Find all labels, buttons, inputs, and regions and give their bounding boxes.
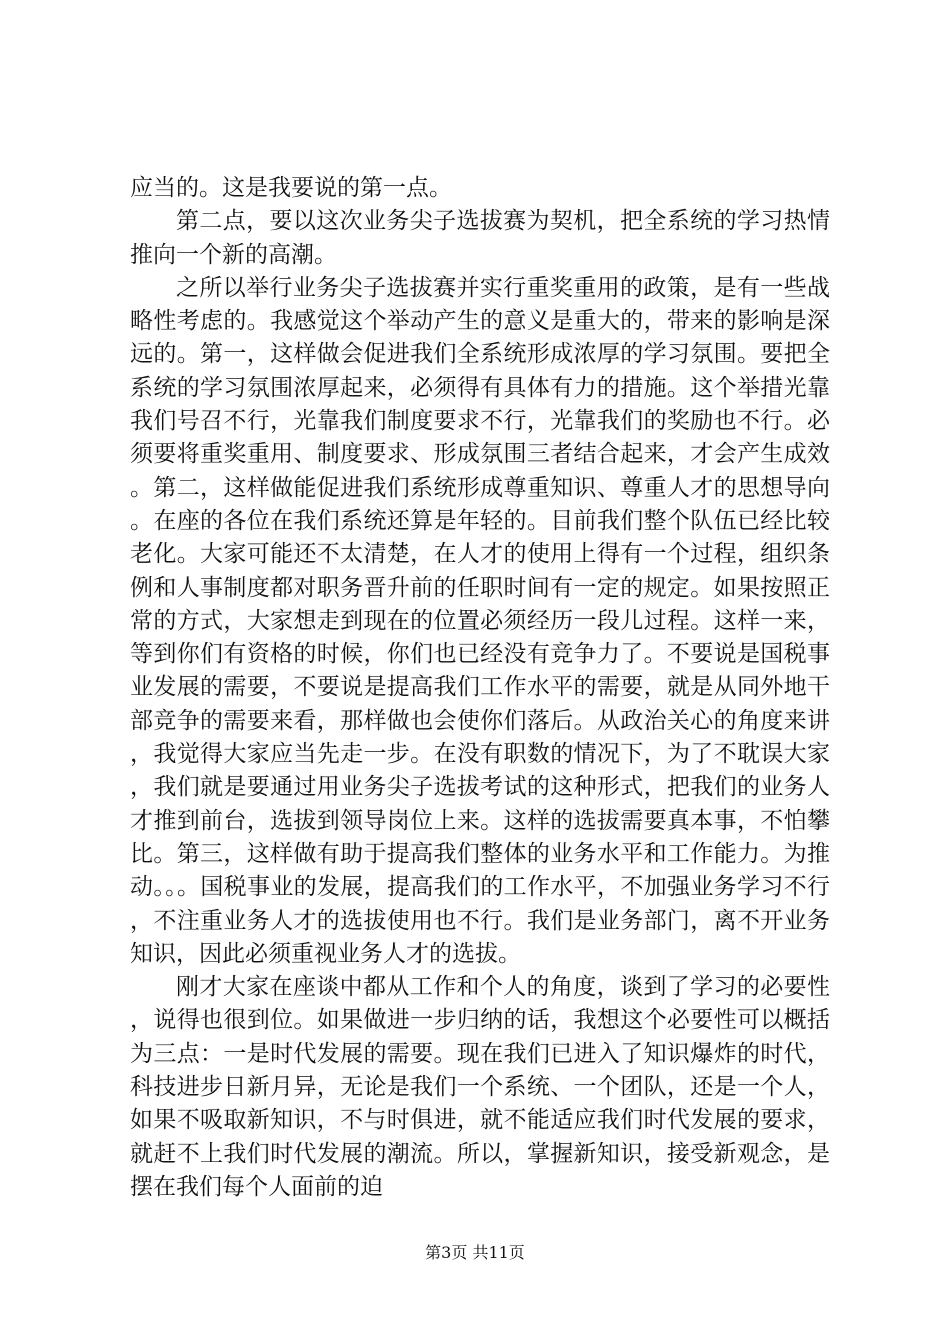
paragraph-3: 之所以举行业务尖子选拔赛并实行重奖重用的政策，是有一些战略性考虑的。我感觉这个举动产生的意义是重大的，带来的影响是深远的。第一，这样做会促进我们全系统形成浓厚的学习氛围。要把全系统的学习氛围浓厚起来，必须得有具体有力的措施。这个举措光靠我们号召不行，光靠我们制度要求不行，光靠我们的奖励也不行。必须要将重奖重用、制度要求、形成氛围三者结合起来，才会产生成效。第二，这样做能促进我们系统形成尊重知识、尊重人才的思想导向。在座的各位在我们系统还算是年轻的。目前我们整个队伍已经比较老化。大家可能还不太清楚，在人才的使用上得有一个过程，组织条例和人事制度都对职务晋升前的任职时间有一定的规定。如果按照正常的方式，大家想走到现在的位置必须经历一段儿过程。这样一来，等到你们有资格的时候，你们也已经没有竞争力了。不要说是国税事业发展的需要，不要说是提高我们工作水平的需要，就是从同外地干部竞争的需要来看，那样做也会使你们落后。从政治关心的角度来讲，我觉得大家应当先走一步。在没有职数的情况下，为了不耽误大家，我们就是要通过用业务尖子选拔考试的这种形式，把我们的业务人才推到前台，选拔到领导岗位上来。这样的选拔需要真本事，不怕攀比。第三，这样做有助于提高我们整体的业务水平和工作能力。为推动。。。国税事业的发展，提高我们的工作水平，不加强业务学习不行，不注重业务人才的选拔使用也不行。我们是业务部门，离不开业务知识，因此必须重视业务人才的选拔。 [130, 274, 830, 967]
page-number-footer: 第3页 共11页 [425, 1243, 525, 1262]
paragraph-4: 刚才大家在座谈中都从工作和个人的角度，谈到了学习的必要性，说得也很到位。如果做进一步归纳的话，我想这个必要性可以概括为三点：一是时代发展的需要。现在我们已进入了知识爆炸的时代，科技进步日新月异，无论是我们一个系统、一个团队，还是一个人，如果不吸取新知识，不与时俱进，就不能适应我们时代发展的要求，就赶不上我们时代发展的潮流。所以，掌握新知识，接受新观念，是摆在我们每个人面前的迫 [130, 974, 830, 1200]
paragraph-2: 第二点，要以这次业务尖子选拔赛为契机，把全系统的学习热情推向一个新的高潮。 [130, 208, 830, 268]
paragraph-1: 应当的。这是我要说的第一点。 [130, 175, 452, 201]
body-text [130, 172, 830, 1204]
